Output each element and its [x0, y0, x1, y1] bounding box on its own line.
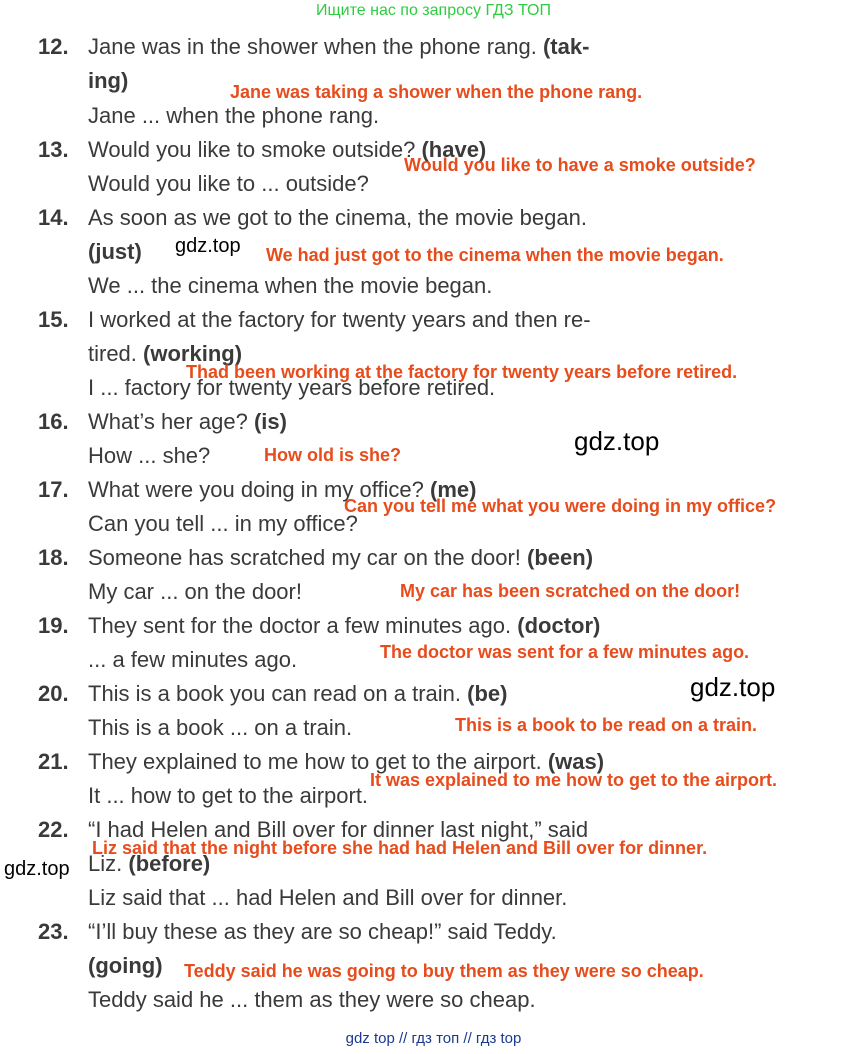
- answer-text: This is a book to be read on a train.: [455, 715, 758, 735]
- watermark: gdz.top: [690, 672, 776, 702]
- gap-line: We ... the cinema when the movie began.: [88, 273, 493, 298]
- gap-line: It ... how to get to the airport.: [88, 783, 369, 808]
- question-line: What’s her age? (is): [88, 409, 287, 434]
- keyword-cue: (doctor): [517, 613, 601, 638]
- item-number: 12.: [38, 34, 69, 59]
- keyword-cue: (be): [467, 681, 508, 706]
- question-line: As soon as we got to the cinema, the movie began.: [88, 205, 587, 230]
- keyword-cue: (before): [128, 851, 211, 876]
- keyword-cue: (just): [88, 239, 142, 264]
- gap-line: This is a book ... on a train.: [88, 715, 353, 740]
- item-number: 19.: [38, 613, 69, 638]
- gap-line: How ... she?: [88, 443, 211, 468]
- answer-text: Liz said that the night before she had had Helen and Bill over for dinner.: [92, 838, 708, 858]
- question-line: Someone has scratched my car on the door! (been): [88, 545, 594, 570]
- watermark: gdz.top: [4, 858, 70, 880]
- gap-line: Would you like to ... outside?: [88, 171, 369, 196]
- watermark: gdz.top: [175, 235, 241, 257]
- answer-text: Can you tell me what you were doing in my office?: [344, 496, 777, 516]
- question-line: This is a book you can read on a train. (be): [88, 681, 508, 706]
- gap-line: Can you tell ... in my office?: [88, 511, 358, 536]
- footer-watermark: gdz top // гдз топ // гдз top: [345, 1030, 522, 1047]
- question-line: tired. (working): [88, 341, 243, 366]
- keyword-cue: (going): [88, 953, 163, 978]
- answer-text: How old is she?: [264, 445, 402, 465]
- gap-line: Teddy said he ... them as they were so cheap.: [88, 987, 536, 1012]
- item-number: 20.: [38, 681, 69, 706]
- question-line: “I’ll buy these as they are so cheap!” said Teddy.: [88, 919, 557, 944]
- keyword-cue: (me): [430, 477, 477, 502]
- keyword-cue: (tak-: [542, 34, 590, 59]
- question-line: Would you like to smoke outside? (have): [88, 137, 487, 162]
- answer-text: It was explained to me how to get to the airport.: [370, 770, 778, 790]
- answer-text: We had just got to the cinema when the movie began.: [266, 245, 724, 265]
- keyword-cue: ing): [88, 68, 129, 93]
- question-line: They sent for the doctor a few minutes ago. (doctor): [88, 613, 601, 638]
- gap-line: I ... factory for twenty years before retired.: [88, 375, 496, 400]
- top-banner: Ищите нас по запросу ГДЗ ТОП: [316, 2, 551, 19]
- item-number: 16.: [38, 409, 69, 434]
- keyword-cue: (been): [527, 545, 594, 570]
- gap-line: Liz said that ... had Helen and Bill over for dinner.: [88, 885, 568, 910]
- gap-line: Jane ... when the phone rang.: [88, 103, 380, 128]
- answer-text: Jane was taking a shower when the phone rang.: [230, 82, 643, 102]
- item-number: 21.: [38, 749, 69, 774]
- answer-text: Would you like to have a smoke outside?: [404, 155, 756, 175]
- item-number: 14.: [38, 205, 69, 230]
- keyword-cue: (have): [421, 137, 487, 162]
- gap-line: My car ... on the door!: [88, 579, 302, 604]
- keyword-cue: (is): [253, 409, 287, 434]
- question-line: Jane was in the shower when the phone rang. (tak-: [88, 34, 590, 59]
- item-number: 18.: [38, 545, 69, 570]
- answer-text: Teddy said he was going to buy them as they were so cheap.: [184, 961, 704, 981]
- answer-text: Thad been working at the factory for twenty years before retired.: [186, 362, 738, 382]
- answer-text: My car has been scratched on the door!: [400, 581, 741, 601]
- question-line: They explained to me how to get to the airport. (was): [88, 749, 605, 774]
- gap-line: ... a few minutes ago.: [88, 647, 298, 672]
- item-number: 17.: [38, 477, 69, 502]
- keyword-cue: (working): [143, 341, 243, 366]
- item-number: 15.: [38, 307, 69, 332]
- watermark: gdz.top: [574, 426, 660, 456]
- keyword-cue: (was): [547, 749, 605, 774]
- item-number: 22.: [38, 817, 69, 842]
- question-line: I worked at the factory for twenty years and then re-: [88, 307, 591, 332]
- question-line: What were you doing in my office? (me): [88, 477, 477, 502]
- item-number: 23.: [38, 919, 69, 944]
- question-line: Liz. (before): [88, 851, 211, 876]
- answer-text: The doctor was sent for a few minutes ago.: [380, 642, 750, 662]
- question-line: “I had Helen and Bill over for dinner last night,” said: [88, 817, 589, 842]
- item-number: 13.: [38, 137, 69, 162]
